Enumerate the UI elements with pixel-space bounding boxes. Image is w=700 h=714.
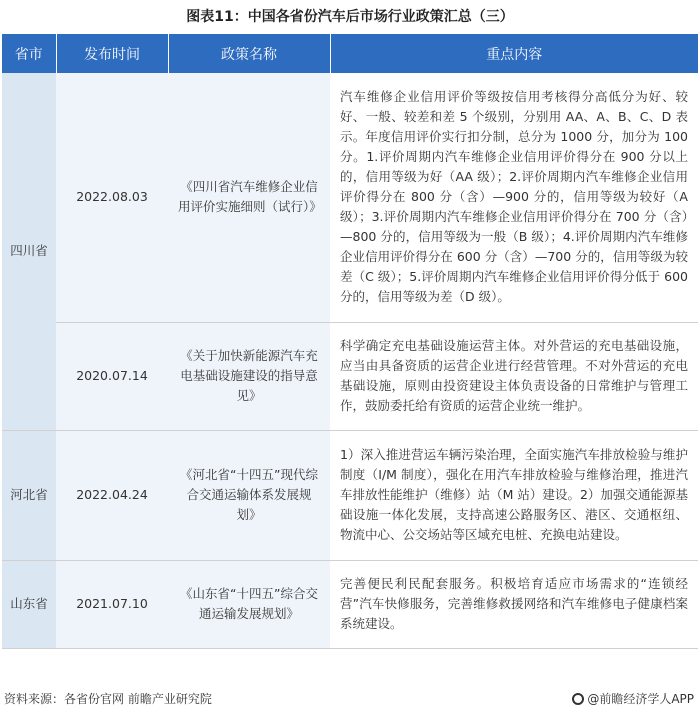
column-header-date: 发布时间 (56, 34, 168, 73)
cell-date: 2022.08.03 (56, 73, 168, 322)
cell-province: 河北省 (2, 430, 56, 560)
cell-policy-name: 《山东省“十四五”综合交通运输发展规划》 (168, 560, 330, 648)
column-header-key-content: 重点内容 (330, 34, 698, 73)
cell-key-content: 科学确定充电基础设施运营主体。对外营运的充电基础设施，应当由具备资质的运营企业进行经营管理。不对外营运的充电基础设施，原则由投资建设主体负责设备的日常维护与管理工作，鼓励委托给有资质的运营企业统一维护。 (330, 322, 698, 430)
cell-province: 山东省 (2, 560, 56, 648)
cell-policy-name: 《关于加快新能源汽车充电基础设施建设的指导意见》 (168, 322, 330, 430)
cell-date: 2022.04.24 (56, 430, 168, 560)
column-header-province: 省市 (2, 34, 56, 73)
cell-key-content: 1）深入推进营运车辆污染治理，全面实施汽车排放检验与维护制度（I/M 制度），强化在用汽车排放检验与维修治理，推进汽车排放性能维护（维修）站（M 站）建设。2）加强交通能源基础设施一体化发展，支持高速公路服务区、港区、交通枢纽、物流中心、公交场站等区域充电桩、充换电站建设。 (330, 430, 698, 560)
brand-credit-text: @前瞻经济学人APP (587, 692, 694, 706)
cell-date: 2020.07.14 (56, 322, 168, 430)
brand-credit (572, 690, 694, 707)
table-row (2, 560, 698, 648)
column-header-policy-name: 政策名称 (168, 34, 330, 73)
cell-province: 四川省 (2, 73, 56, 430)
qianzhan-logo-icon (572, 693, 584, 705)
cell-policy-name: 《四川省汽车维修企业信用评价实施细则（试行）》 (168, 73, 330, 322)
cell-policy-name: 《河北省“十四五”现代综合交通运输体系发展规划》 (168, 430, 330, 560)
cell-date: 2021.07.10 (56, 560, 168, 648)
source-note: 资料来源：各省份官网 前瞻产业研究院 (4, 692, 212, 706)
page-title: 图表11：中国各省份汽车后市场行业政策汇总（三） (186, 9, 514, 25)
policy-table (2, 34, 698, 649)
table-row (2, 322, 698, 430)
cell-key-content: 汽车维修企业信用评价等级按信用考核得分高低分为好、较好、一般、较差和差 5 个级别，分别用 AA、A、B、C、D 表示。年度信用评价实行扣分制，总分为 1000 分，加分为 100 分。1.评价周期内汽车维修企业信用评价得分在 900 分以上的，信用等级为好（AA 级）；2.评价周期内汽车维修企业信用评价得分在 800 分（含）—900 分的，信用等级为较好（A 级）；3.评价周期内汽车维修企业信用评价得分在 700 分（含）—800 分的，信用等级为一般（B 级）；4.评价周期内汽车维修企业信用评价得分在 600 分（含）—700 分的，信用等级为较差（C 级）；5.评价周期内汽车维修企业信用评价得分低于 600 分的，信用等级为差（D 级）。 (330, 73, 698, 322)
table-header-row (2, 34, 698, 73)
table-row (2, 430, 698, 560)
table-row (2, 73, 698, 322)
cell-key-content: 完善便民利民配套服务。积极培育适应市场需求的“连锁经营”汽车快修服务，完善维修救援网络和汽车维修电子健康档案系统建设。 (330, 560, 698, 648)
